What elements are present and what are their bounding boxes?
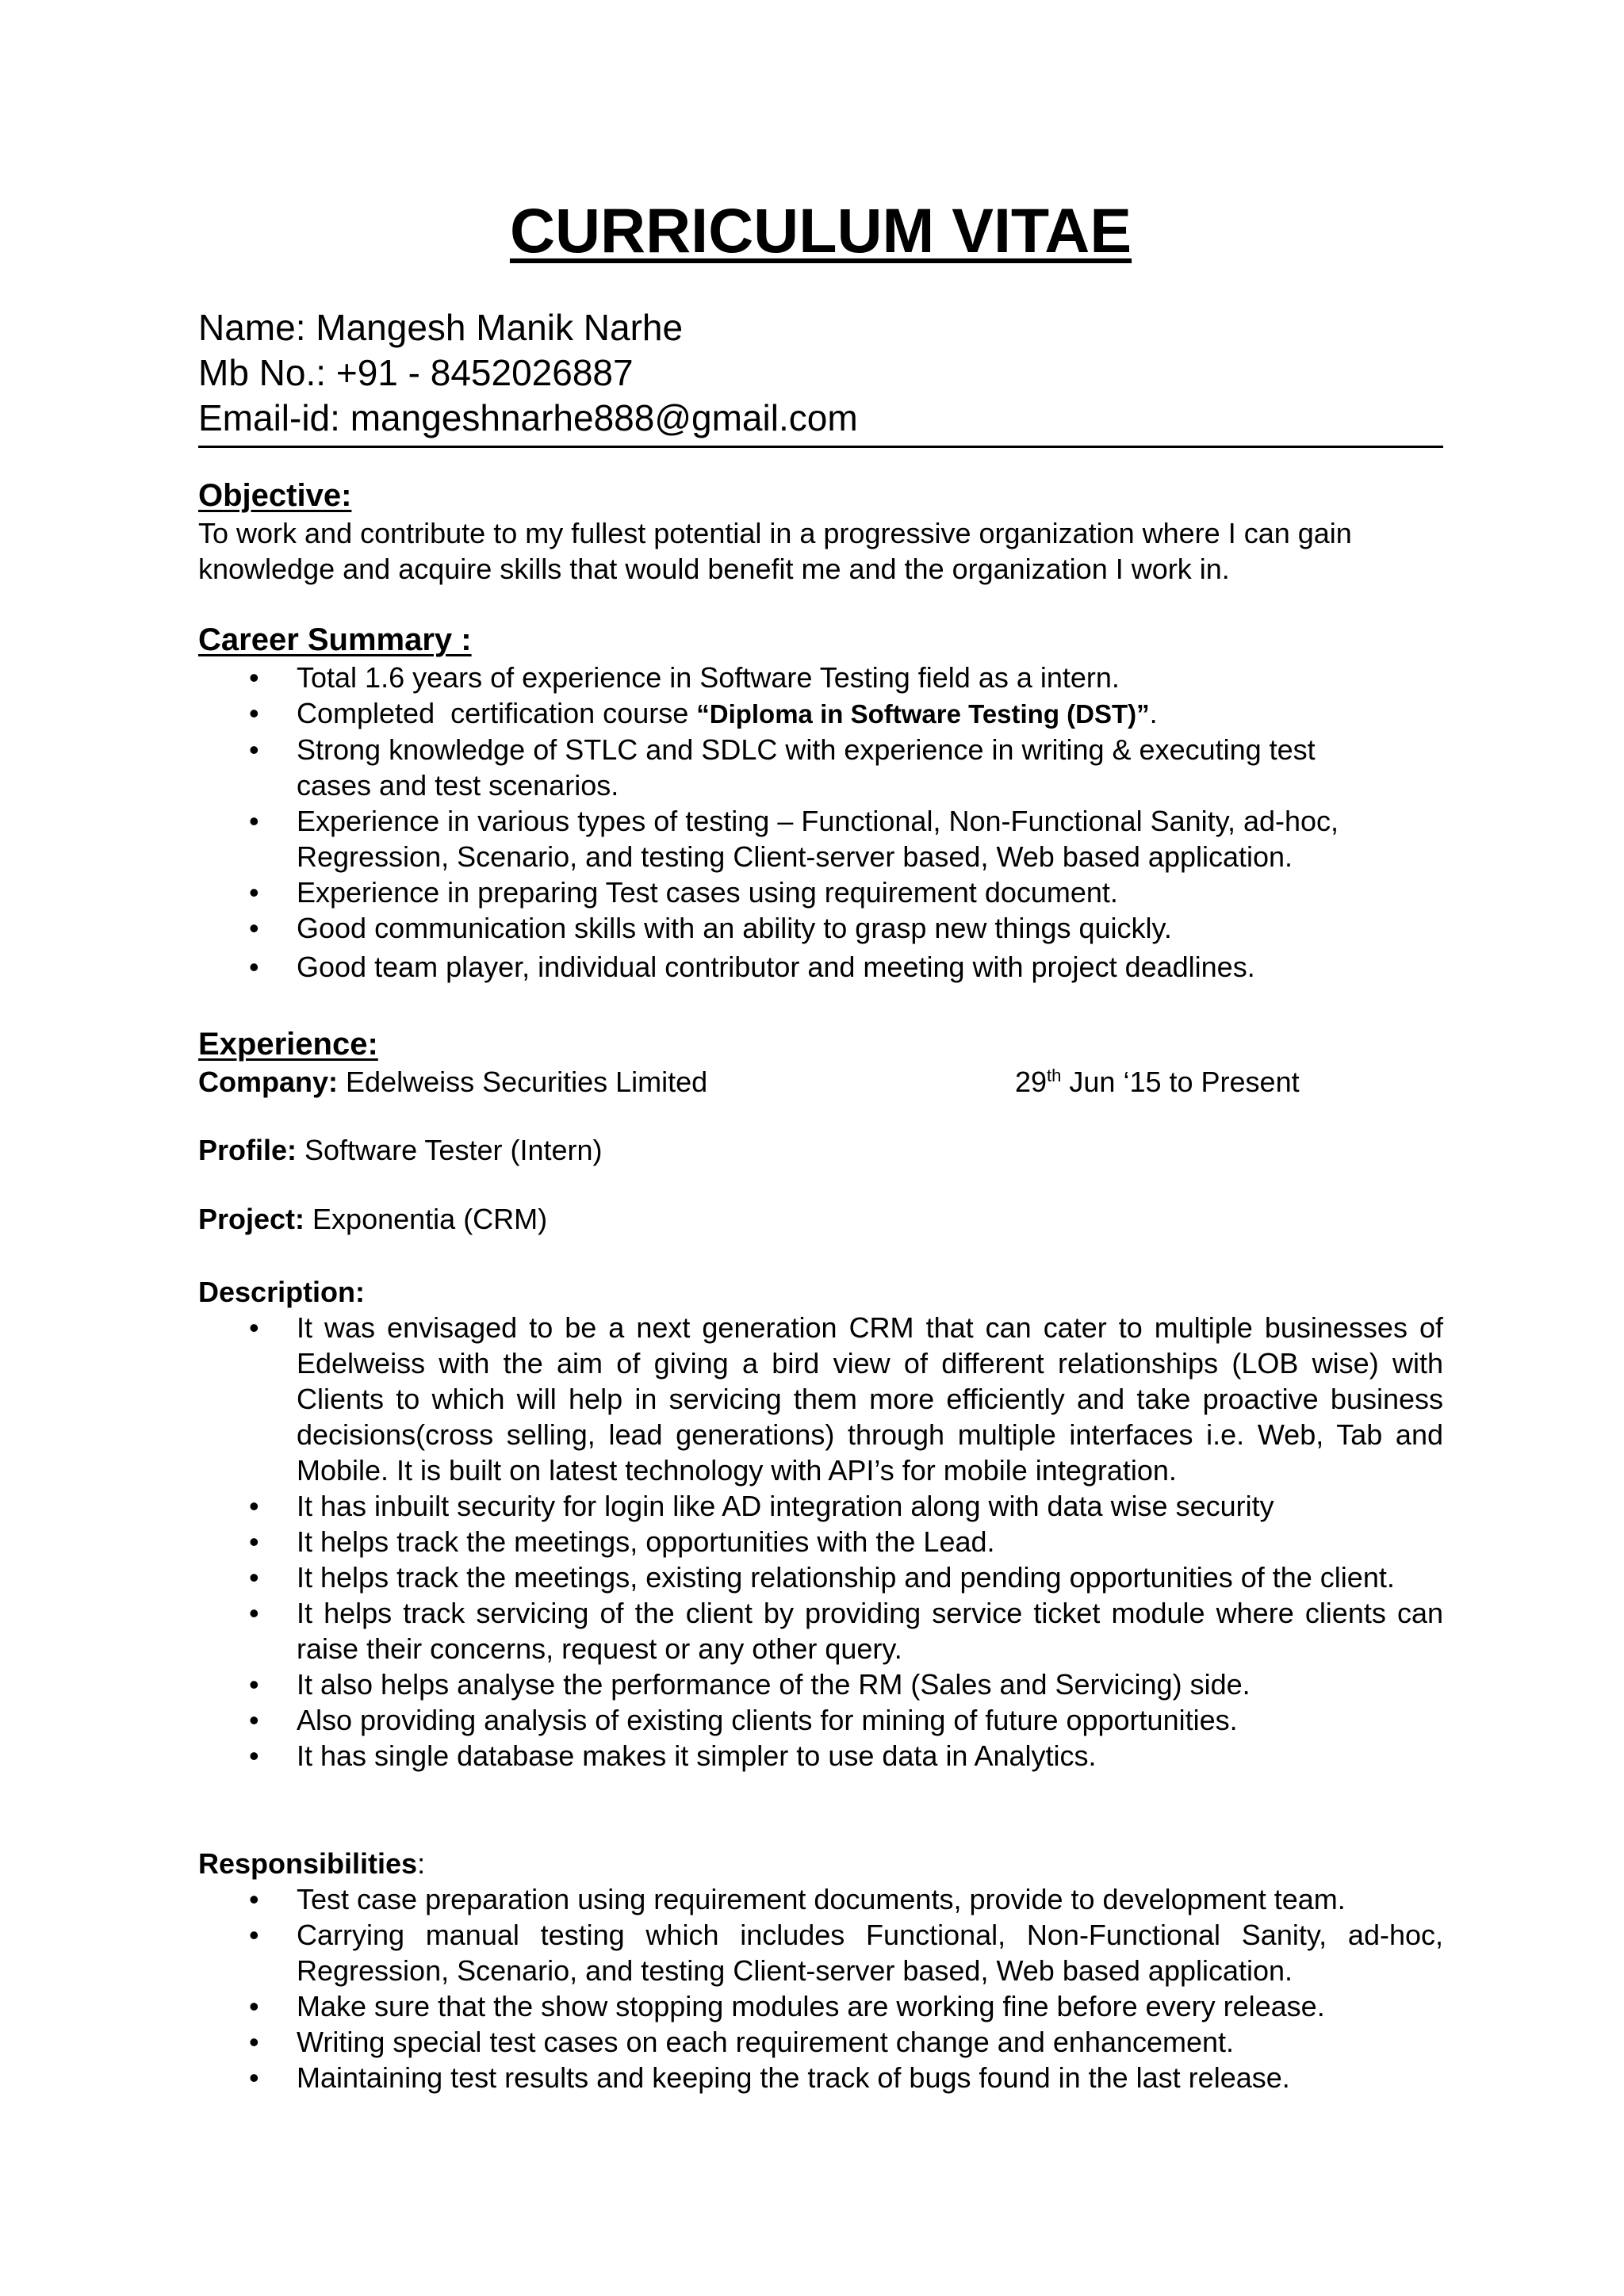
document-title: CURRICULUM VITAE	[509, 195, 1132, 266]
company-value: Edelweiss Securities Limited	[338, 1066, 708, 1098]
contact-block	[198, 305, 1443, 448]
list-item: • Strong knowledge of STLC and SDLC with experience in writing & executing test cases and test scenarios.	[198, 732, 1376, 803]
list-item: • It also helps analyse the performance of the RM (Sales and Servicing) side.	[198, 1667, 1443, 1702]
experience-heading: Experience:	[198, 1027, 378, 1062]
description-heading: Description:	[198, 1276, 366, 1308]
list-item: • It helps track the meetings, existing relationship and pending opportunities of the client.	[198, 1559, 1443, 1595]
contact-name: Name: Mangesh Manik Narhe	[198, 307, 684, 348]
project-value: Exponentia (CRM)	[304, 1203, 548, 1235]
list-item: • It helps track the meetings, opportunities with the Lead.	[198, 1524, 1443, 1559]
contact-mobile: Mb No.: +91 - 8452026887	[198, 352, 634, 393]
responsibilities-section	[198, 1846, 1443, 2095]
project-row	[198, 1201, 1443, 1237]
objective-heading: Objective:	[198, 478, 352, 513]
list-item: • It was envisaged to be a next generation CRM that can cater to multiple businesses of Edelweiss with the aim of giving a bird view of different relationships (LOB wise) with Clients to which will help in servicing them more efficiently and take proactive business decisions(cross selling, lead generations) through multiple interfaces i.e. Web, Tab and Mobile. It is built on latest technology with API’s for mobile integration.	[198, 1310, 1443, 1488]
list-item: • Good team player, individual contributor and meeting with project deadlines.	[198, 949, 1376, 985]
project-label: Project:	[198, 1203, 305, 1235]
career-summary-heading: Career Summary :	[198, 622, 472, 657]
profile-value: Software Tester (Intern)	[297, 1134, 603, 1166]
description-section	[198, 1274, 1443, 1774]
list-item: • Test case preparation using requirement documents, provide to development team.	[198, 1881, 1443, 1917]
list-item: • Writing special test cases on each requirement change and enhancement.	[198, 2024, 1443, 2060]
list-item: • Make sure that the show stopping modules are working fine before every release.	[198, 1988, 1443, 2024]
list-item: • Experience in preparing Test cases using requirement document.	[198, 874, 1376, 910]
list-item: • It helps track servicing of the client by providing service ticket module where clients can raise their concerns, request or any other query.	[198, 1595, 1443, 1667]
objective-line-1: To work and contribute to my fullest potential in a progressive organization where I can gain	[198, 517, 1352, 549]
career-summary-section	[198, 620, 1443, 985]
list-item: • Total 1.6 years of experience in Software Testing field as a intern.	[198, 660, 1376, 695]
employment-dates: 29th Jun ‘15 to Present	[1015, 1066, 1300, 1098]
list-item: • Completed certification course “Diploma in Software Testing (DST)”.	[198, 695, 1376, 732]
list-item: • Maintaining test results and keeping the track of bugs found in the last release.	[198, 2060, 1443, 2095]
company-row	[198, 1064, 1443, 1100]
objective-line-2: knowledge and acquire skills that would benefit me and the organization I work in.	[198, 553, 1230, 585]
list-item: • Also providing analysis of existing clients for mining of future opportunities.	[198, 1702, 1443, 1738]
list-item: • Experience in various types of testing – Functional, Non-Functional Sanity, ad-hoc, Regression, Scenario, and testing Client-server based, Web based application.	[198, 803, 1376, 874]
responsibilities-list	[198, 1881, 1443, 2095]
list-item: • It has inbuilt security for login like AD integration along with data wise security	[198, 1488, 1443, 1524]
profile-row	[198, 1132, 1443, 1168]
list-item: • Good communication skills with an ability to grasp new things quickly.	[198, 910, 1376, 946]
contact-email: Email-id: mangeshnarhe888@gmail.com	[198, 397, 858, 438]
list-item: • Carrying manual testing which includes Functional, Non-Functional Sanity, ad-hoc, Regression, Scenario, and testing Client-server based, Web based application.	[198, 1917, 1443, 1988]
company-label: Company:	[198, 1066, 339, 1098]
description-list	[198, 1310, 1443, 1774]
list-item: • It has single database makes it simpler to use data in Analytics.	[198, 1738, 1443, 1774]
objective-section	[198, 476, 1443, 587]
profile-label: Profile:	[198, 1134, 297, 1166]
responsibilities-heading: Responsibilities:	[198, 1847, 426, 1880]
experience-section	[198, 1024, 1443, 1100]
career-summary-list	[198, 660, 1376, 985]
